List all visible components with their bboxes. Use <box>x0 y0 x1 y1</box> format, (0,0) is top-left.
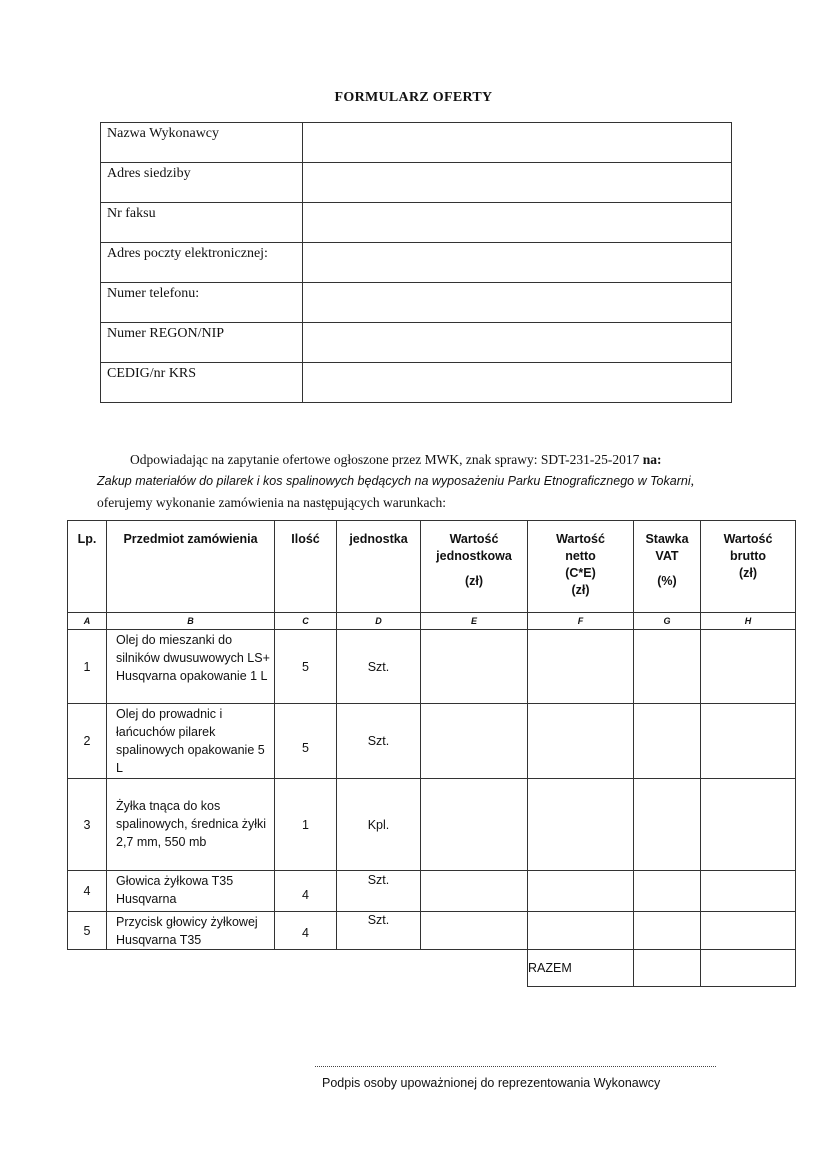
field-label: Adres siedziby <box>101 163 303 203</box>
table-row <box>101 323 732 363</box>
column-letter: B <box>107 613 275 630</box>
cedig-krs-field[interactable] <box>303 363 732 403</box>
net-value-cell[interactable] <box>528 704 634 779</box>
page-title: FORMULARZ OFERTY <box>334 90 493 105</box>
column-header-unit-value <box>421 521 528 613</box>
column-letter: A <box>68 613 107 630</box>
net-value-cell[interactable] <box>528 871 634 912</box>
table-row <box>101 363 732 403</box>
header-line: Wartość <box>449 532 499 546</box>
row-number: 5 <box>68 912 107 950</box>
column-header-vat <box>634 521 701 613</box>
item-unit: Szt. <box>337 912 421 950</box>
item-unit: Kpl. <box>337 779 421 871</box>
item-description: Olej do mieszanki do silników dwusuwowych LS+ Husqvarna opakowanie 1 L <box>107 630 275 704</box>
gross-value-cell[interactable] <box>701 630 796 704</box>
header-line: Wartość <box>556 532 605 546</box>
item-description: Głowica żyłkowa T35 Husqvarna <box>107 871 275 912</box>
field-label: Adres poczty elektronicznej: <box>101 243 303 283</box>
unit-value-cell[interactable] <box>421 630 528 704</box>
header-line: Wartość <box>723 532 773 546</box>
column-header: jednostka <box>337 521 421 613</box>
signature-line[interactable] <box>315 1066 716 1067</box>
email-field[interactable] <box>303 243 732 283</box>
phone-field[interactable] <box>303 283 732 323</box>
column-header: Lp. <box>68 521 107 613</box>
vat-rate-cell[interactable] <box>634 871 701 912</box>
item-unit: Szt. <box>337 871 421 912</box>
header-line: VAT <box>655 549 679 563</box>
table-row <box>68 704 796 779</box>
regon-nip-field[interactable] <box>303 323 732 363</box>
contractor-info-table <box>100 122 732 403</box>
total-gross-cell[interactable] <box>701 950 796 987</box>
field-label: CEDIG/nr KRS <box>101 363 303 403</box>
table-row <box>101 203 732 243</box>
intro-text-end: , oferujemy wykonanie zamówienia na następujących warunkach: <box>97 473 694 510</box>
column-letter: C <box>275 613 337 630</box>
item-quantity: 5 <box>275 630 337 704</box>
gross-value-cell[interactable] <box>701 704 796 779</box>
offer-table <box>67 520 796 987</box>
table-header-row <box>68 521 796 613</box>
item-description: Przycisk głowicy żyłkowej Husqvarna T35 <box>107 912 275 950</box>
total-net-cell[interactable] <box>634 950 701 987</box>
column-header: Ilość <box>275 521 337 613</box>
header-line: (zł) <box>571 583 590 597</box>
column-letter-row <box>68 613 796 630</box>
column-header-gross-value <box>701 521 796 613</box>
total-label: RAZEM <box>528 950 634 987</box>
table-row <box>68 630 796 704</box>
column-header: Przedmiot zamówienia <box>107 521 275 613</box>
field-label: Numer REGON/NIP <box>101 323 303 363</box>
vat-rate-cell[interactable] <box>634 704 701 779</box>
order-subject: Zakup materiałów do pilarek i kos spalinowych będących na wyposażeniu Parku Etnograficznego w Tokarni <box>97 474 691 488</box>
unit-value-cell[interactable] <box>421 704 528 779</box>
field-label: Nr faksu <box>101 203 303 243</box>
table-row <box>68 871 796 912</box>
header-line: brutto <box>729 549 767 563</box>
row-number: 1 <box>68 630 107 704</box>
table-row <box>101 163 732 203</box>
blank-space <box>68 950 528 987</box>
item-quantity: 4 <box>275 912 337 950</box>
gross-value-cell[interactable] <box>701 871 796 912</box>
item-quantity: 5 <box>275 704 337 779</box>
table-row <box>68 779 796 871</box>
total-row <box>68 950 796 987</box>
header-line: (zł) <box>738 566 758 580</box>
column-letter: F <box>528 613 634 630</box>
column-header-net-value <box>528 521 634 613</box>
column-letter: E <box>421 613 528 630</box>
intro-na: na: <box>642 452 662 467</box>
row-number: 3 <box>68 779 107 871</box>
row-number: 2 <box>68 704 107 779</box>
signature-label: Podpis osoby upoważnionej do reprezentowania Wykonawcy <box>322 1076 661 1090</box>
header-line: netto <box>565 549 596 563</box>
vat-rate-cell[interactable] <box>634 630 701 704</box>
unit-value-cell[interactable] <box>421 871 528 912</box>
table-row <box>101 243 732 283</box>
net-value-cell[interactable] <box>528 779 634 871</box>
item-quantity: 1 <box>275 779 337 871</box>
vat-rate-cell[interactable] <box>634 912 701 950</box>
field-label: Nazwa Wykonawcy <box>101 123 303 163</box>
header-line: jednostkowa <box>436 549 512 563</box>
table-row <box>101 123 732 163</box>
unit-value-cell[interactable] <box>421 912 528 950</box>
fax-field[interactable] <box>303 203 732 243</box>
contractor-name-field[interactable] <box>303 123 732 163</box>
intro-text: Odpowiadając na zapytanie ofertowe ogłoszone przez MWK, znak sprawy: SDT-231-25-2017 <box>130 452 640 467</box>
item-description: Żyłka tnąca do kos spalinowych, średnica żyłki 2,7 mm, 550 mb <box>107 779 275 871</box>
header-line: (zł) <box>464 574 484 588</box>
row-number: 4 <box>68 871 107 912</box>
vat-rate-cell[interactable] <box>634 779 701 871</box>
net-value-cell[interactable] <box>528 912 634 950</box>
header-line: (%) <box>657 574 677 588</box>
address-field[interactable] <box>303 163 732 203</box>
item-quantity: 4 <box>275 871 337 912</box>
item-description: Olej do prowadnic i łańcuchów pilarek spalinowych opakowanie 5 L <box>107 704 275 779</box>
gross-value-cell[interactable] <box>701 912 796 950</box>
column-letter: D <box>337 613 421 630</box>
column-letter: G <box>634 613 701 630</box>
header-line: Stawka <box>645 532 689 546</box>
gross-value-cell[interactable] <box>701 779 796 871</box>
item-unit: Szt. <box>337 630 421 704</box>
table-row <box>101 283 732 323</box>
item-unit: Szt. <box>337 704 421 779</box>
field-label: Numer telefonu: <box>101 283 303 323</box>
intro-paragraph <box>97 449 737 513</box>
unit-value-cell[interactable] <box>421 779 528 871</box>
net-value-cell[interactable] <box>528 630 634 704</box>
column-letter: H <box>701 613 796 630</box>
header-line: (C*E) <box>565 566 596 580</box>
table-row <box>68 912 796 950</box>
